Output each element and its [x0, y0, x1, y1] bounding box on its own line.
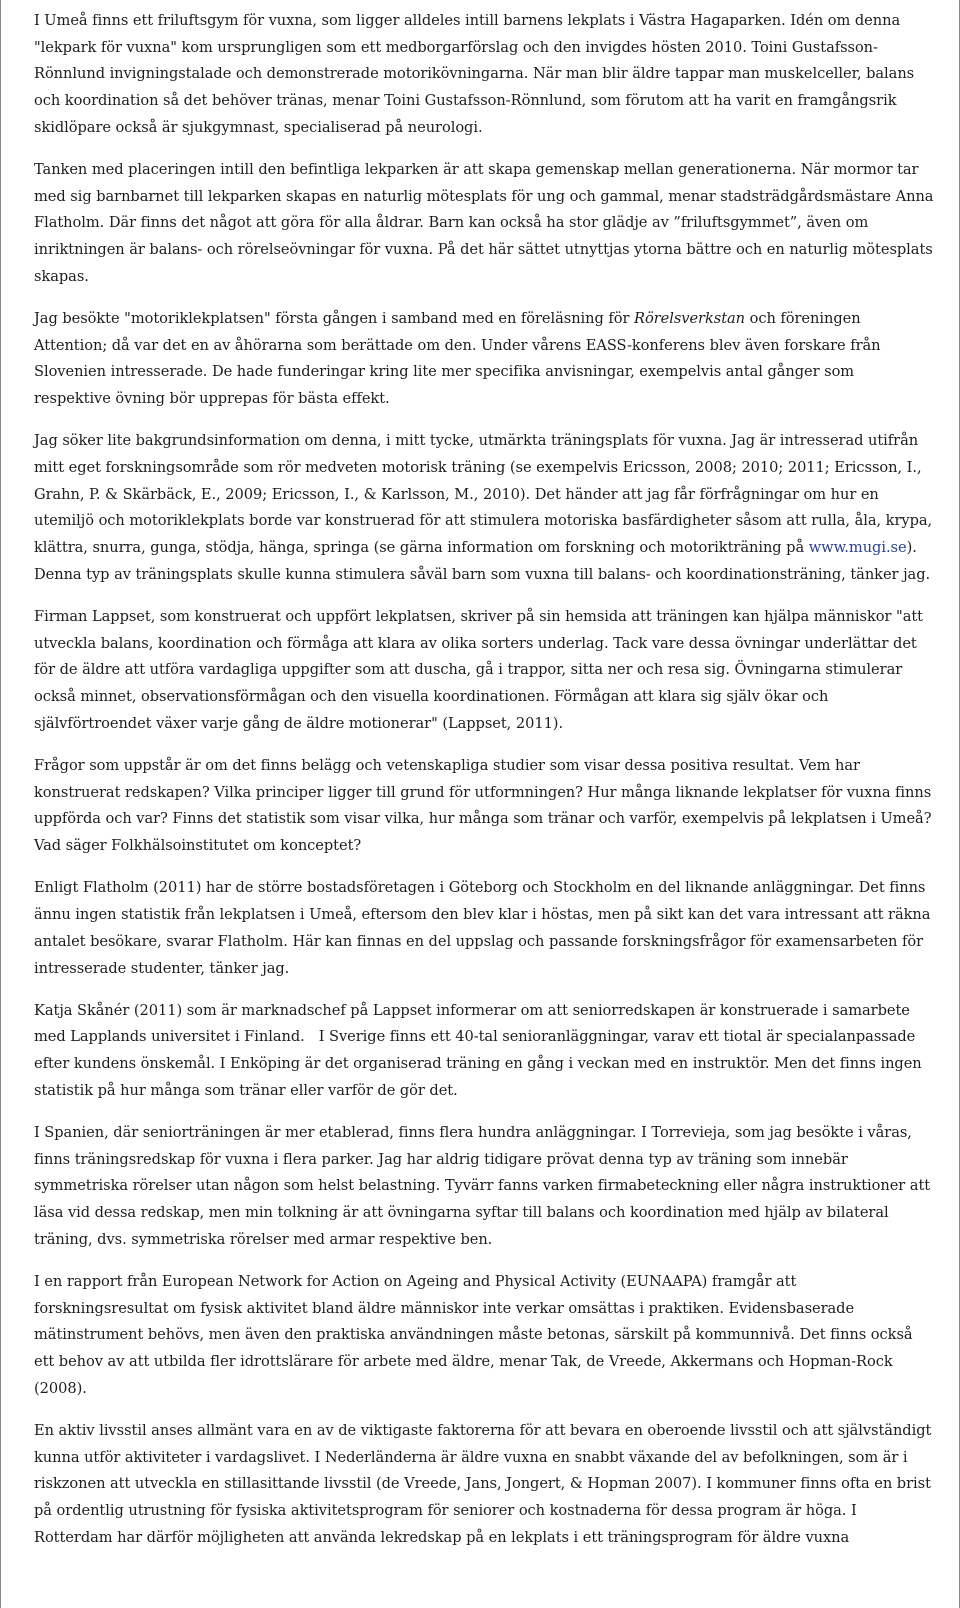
paragraph-2: Tanken med placeringen intill den befintliga lekparken är att skapa gemenskap mellan generationerna. När mormor tar med sig barnbarnet till lekparken skapas en naturlig mötesplats för ung och gammal, menar stadsträdgårdsmästare Anna Flatholm. Där finns det något att göra för alla åldrar. Barn kan också ha stor glädje av ”friluftsgymmet”, även om inriktningen är balans- och rörelseövningar för vuxna. På det här sättet utnyttjas ytorna bättre och en naturlig mötesplats skapas.	[34, 161, 934, 285]
paragraph-1: I Umeå finns ett friluftsgym för vuxna, som ligger alldeles intill barnens lekplats i Västra Hagaparken. Idén om denna "lekpark för vuxna" kom ursprungligen som ett medborgarförslag och den invigdes hösten 2010. Toini Gustafsson-Rönnlund invigningstalade och demonstrerade motorikövningarna. När man blir äldre tappar man muskelceller, balans och koordination så det behöver tränas, menar Toini Gustafsson-Rönnlund, som förutom att ha varit en framgångsrik skidlöpare också är sjukgymnast, specialiserad på neurologi.	[34, 12, 915, 136]
paragraph-8	[34, 998, 934, 1105]
paragraph-4-text-end: ). Denna typ av träningsplats skulle kunna stimulera såväl barn som vuxna till balans- och koordinationsträning, tänker jag.	[34, 539, 931, 583]
mugi-link[interactable]: www.mugi.se	[808, 539, 907, 557]
paragraph-9: I Spanien, där seniorträningen är mer etablerad, finns flera hundra anläggningar. I Torrevieja, som jag besökte i våras, finns träningsredskap för vuxna i flera parker. Jag har aldrig tidigare prövat denna typ av träning som innebär symmetriska rörelser utan någon som helst belastning. Tyvärr fanns varken firmabeteckning eller några instruktioner att läsa vid dessa redskap, men min tolkning är att övningarna syftar till balans och koordination med hjälp av bilateral träning, dvs. symmetriska rörelser med armar respektive ben.	[34, 1124, 931, 1248]
paragraph-3	[34, 306, 934, 413]
paragraph-3-text-end: och föreningen Attention; då var det en av åhörarna som berättade om den. Under vårens EASS-konferens blev även forskare från Slovenien intresserade. De hade funderingar kring lite mer specifika anvisningar, exempelvis antal gånger som respektive övning bör upprepas för bästa effekt.	[34, 310, 881, 408]
paragraph-4	[34, 428, 934, 588]
paragraph-3-text-start: Jag besökte "motoriklekplatsen" första gången i samband med en föreläsning för	[34, 310, 635, 328]
paragraph-7: Enligt Flatholm (2011) har de större bostadsföretagen i Göteborg och Stockholm en del liknande anläggningar. Det finns ännu ingen statistik från lekplatsen i Umeå, eftersom den blev klar i höstas, men på sikt kan det vara intressant att räkna antalet besökare, svarar Flatholm. Här kan finnas en del uppslag och passande forskningsfrågor för examensarbeten för intresserade studenter, tänker jag.	[34, 879, 931, 977]
paragraph-5: Firman Lappset, som konstruerat och uppfört lekplatsen, skriver på sin hemsida att träningen kan hjälpa människor "att utveckla balans, koordination och förmåga att klara av olika sorters underlag. Tack vare dessa övningar underlättar det för de äldre att utföra vardagliga uppgifter som att duscha, gå i trappor, sitta ner och resa sig. Övningarna stimulerar också minnet, observationsförmågan och den visuella koordinationen. Förmågan att klara sig själv ökar och självförtroendet växer varje gång de äldre motionerar" (Lappset, 2011).	[34, 608, 923, 732]
paragraph-11: En aktiv livsstil anses allmänt vara en av de viktigaste faktorerna för att bevara en oberoende livsstil och att självständigt kunna utför aktiviteter i vardagslivet. I Nederländerna är äldre vuxna en snabbt växande del av befolkningen, som är i riskzonen att utveckla en stillasittande livsstil (de Vreede, Jans, Jongert, & Hopman 2007). I kommuner finns ofta en brist på ordentlig utrustning för fysiska aktivitetsprogram för seniorer och kostnaderna för dessa program är höga. I Rotterdam har därför möjligheten att använda lekredskap på en lekplats i ett träningsprogram för äldre vuxna	[34, 1422, 932, 1546]
italic-term-rorelsverkstan: Rörelsverkstan	[634, 310, 746, 328]
paragraph-10: I en rapport från European Network for Action on Ageing and Physical Activity (EUNAAPA) framgår att forskningsresultat om fysisk aktivitet bland äldre människor inte verkar omsättas i praktiken. Evidensbaserade mätinstrument behövs, men även den praktiska användningen måste betonas, särskilt på kommunnivå. Det finns också ett behov av att utbilda fler idrottslärare för arbete med äldre, menar Tak, de Vreede, Akkermans och Hopman-Rock (2008).	[34, 1273, 913, 1397]
paragraph-8-text-start: Katja Skånér (2011) som är marknadschef på Lappset informerar om att seniorredskapen är konstruerade i samarbete med Lapplands universitet i Finland.	[34, 1001, 910, 1046]
paragraph-4-text-start: Jag söker lite bakgrundsinformation om denna, i mitt tycke, utmärkta träningsplats för vuxna. Jag är intresserad utifrån mitt eget forskningsområde som rör medveten motorisk träning (se exempelvis Ericsson, 2008; 2010; 2011; Ericsson, I., Grahn, P. & Skärbäck, E., 2009; Ericsson, I., & Karlsson, M., 2010). Det händer att jag får förfrågningar om hur en utemiljö och motoriklekplats borde var konstruerad för att stimulera motoriska basfärdigheter såsom att rulla, åla, krypa, klättra, snurra, gunga, stödja, hänga, springa (se gärna information om forskning och motorikträning på	[34, 432, 933, 557]
paragraph-8-text-end: I Sverige finns ett 40-tal senioranläggningar, varav ett tiotal är specialanpassade efter kundens önskemål. I Enköping är det organiserad träning en gång i veckan med en instruktör. Men det finns ingen statistik på hur många som tränar eller varför de gör det.	[34, 1028, 922, 1099]
paragraph-6: Frågor som uppstår är om det finns belägg och vetenskapliga studier som visar dessa positiva resultat. Vem har konstruerat redskapen? Vilka principer ligger till grund för utformningen? Hur många liknande lekplatser för vuxna finns uppförda och var? Finns det statistik som visar vilka, hur många som tränar och varför, exempelvis på lekplatsen i Umeå? Vad säger Folkhälsoinstitutet om konceptet?	[34, 757, 932, 855]
article-body	[34, 8, 934, 1567]
